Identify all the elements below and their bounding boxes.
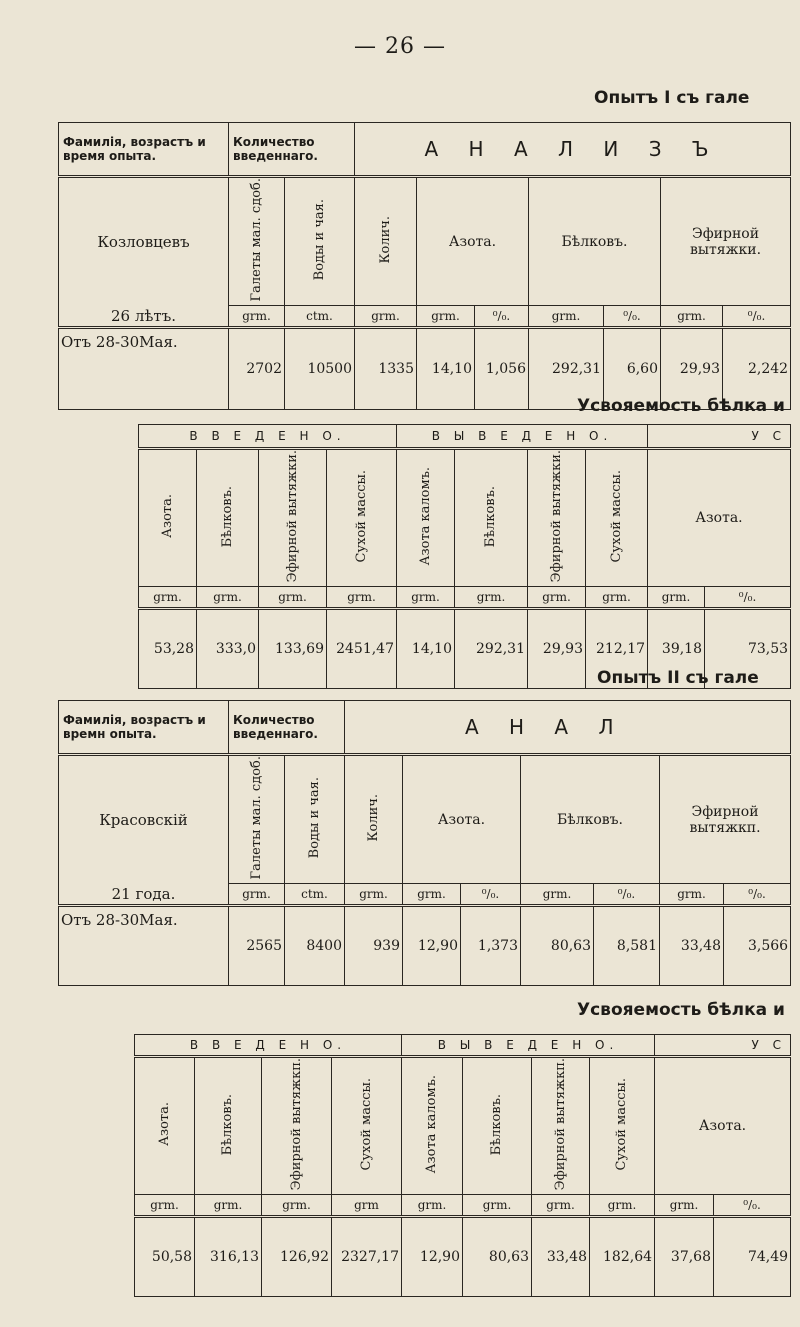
header-subject: Фамилія, возрастъ и времн опыта. <box>59 701 229 755</box>
subject-name: Красовскій <box>59 755 229 884</box>
unit: grm. <box>139 587 197 609</box>
unit: grm <box>332 1195 402 1217</box>
header-vvedeno: В В Е Д Е Н О. <box>135 1035 402 1057</box>
value-cell: 939 <box>345 906 403 986</box>
unit: grm. <box>402 1195 463 1217</box>
value-cell: 212,17 <box>586 609 648 689</box>
col-vody-label: Воды и чая. <box>306 777 322 859</box>
unit: grm. <box>135 1195 195 1217</box>
value-cell: 2,242 <box>723 328 791 410</box>
col-vody <box>285 177 355 306</box>
col-efir: Эфирной вытяжкп. <box>552 1058 568 1191</box>
col-belkov: Бѣлковъ. <box>521 755 660 884</box>
value-cell: 1335 <box>355 328 417 410</box>
col-galety-label: Галеты мал. сдоб. <box>248 756 264 880</box>
unit: grm. <box>532 1195 590 1217</box>
header-vyvedeno: В Ы В Е Д Е Н О. <box>402 1035 655 1057</box>
header-quantity: Количество введеннаго. <box>229 123 355 177</box>
experiment-2-assimilation-table <box>134 1034 791 1297</box>
value-cell: 1,056 <box>475 328 529 410</box>
value-cell: 29,93 <box>661 328 723 410</box>
value-cell: 133,69 <box>259 609 327 689</box>
experiment-1-assimilation-title: Усвояемость бѣлка и <box>577 396 785 416</box>
header-us: У С <box>655 1035 791 1057</box>
value-cell: 80,63 <box>463 1217 532 1297</box>
col-belkov: Бѣлковъ. <box>483 485 499 547</box>
value-cell: 1,373 <box>461 906 521 986</box>
unit: grm. <box>327 587 397 609</box>
value-cell: 2702 <box>229 328 285 410</box>
unit: ⁰/₀. <box>714 1195 791 1217</box>
value-cell: 53,28 <box>139 609 197 689</box>
unit: grm. <box>197 587 259 609</box>
experiment-1-assimilation-table <box>138 424 791 689</box>
col-kolich-label: Колич. <box>377 215 393 264</box>
unit: grm. <box>590 1195 655 1217</box>
value-cell: 12,90 <box>402 1217 463 1297</box>
value-cell: 182,64 <box>590 1217 655 1297</box>
unit: grm. <box>417 306 475 328</box>
value-cell: 33,48 <box>660 906 724 986</box>
value-cell: 2565 <box>229 906 285 986</box>
col-kolich-label: Колич. <box>365 793 381 842</box>
value-cell: 80,63 <box>521 906 594 986</box>
unit: grm. <box>455 587 528 609</box>
col-belkov: Бѣлковъ. <box>219 485 235 547</box>
col-efir: Эфирной вытяжки. <box>548 450 564 583</box>
subject-age: 26 лѣтъ. <box>59 306 229 328</box>
value-cell: 14,10 <box>417 328 475 410</box>
unit: ⁰/₀. <box>475 306 529 328</box>
page-number: — 26 — <box>354 34 446 59</box>
unit: grm. <box>355 306 417 328</box>
value-cell: 14,10 <box>397 609 455 689</box>
header-analysis: А Н А Л И З Ъ <box>355 123 791 177</box>
unit: grm. <box>397 587 455 609</box>
value-cell: 37,68 <box>655 1217 714 1297</box>
unit: grm. <box>262 1195 332 1217</box>
unit: grm. <box>586 587 648 609</box>
value-cell: 8,581 <box>594 906 660 986</box>
col-azota-kal: Азота каломъ. <box>424 1075 440 1174</box>
unit: ⁰/₀. <box>705 587 791 609</box>
col-sukh: Сухой массы. <box>358 1077 374 1171</box>
col-vody-label: Воды и чая. <box>311 199 327 281</box>
experiment-1-analysis-table <box>58 122 791 410</box>
experiment-1-title: Опытъ I съ гале <box>594 88 750 108</box>
unit: grm. <box>660 884 724 906</box>
value-cell: 39,18 <box>648 609 705 689</box>
value-cell: 126,92 <box>262 1217 332 1297</box>
col-azota-us: Азота. <box>648 449 791 587</box>
col-azota-us: Азота. <box>655 1057 791 1195</box>
unit: ⁰/₀. <box>604 306 661 328</box>
experiment-2-assimilation-title: Усвояемость бѣлка и <box>577 1000 785 1020</box>
unit: grm. <box>229 884 285 906</box>
col-kolich <box>355 177 417 306</box>
unit: ⁰/₀. <box>723 306 791 328</box>
experiment-2-title: Опытъ II съ гале <box>597 668 759 688</box>
value-cell: 292,31 <box>529 328 604 410</box>
unit: ctm. <box>285 306 355 328</box>
col-efir: Эфирной вытяжки. <box>661 177 791 306</box>
subject-period: Отъ 28-30Мая. <box>59 906 229 986</box>
value-cell: 29,93 <box>528 609 586 689</box>
unit: grm. <box>463 1195 532 1217</box>
value-cell: 8400 <box>285 906 345 986</box>
subject-name: Козловцевъ <box>59 177 229 306</box>
col-efir: Эфирной вытяжкп. <box>288 1058 304 1191</box>
value-cell: 333,0 <box>197 609 259 689</box>
unit: ctm. <box>285 884 345 906</box>
col-galety-label: Галеты мал. сдоб. <box>248 178 264 302</box>
value-cell: 33,48 <box>532 1217 590 1297</box>
col-galety <box>229 755 285 884</box>
experiment-2-analysis-table <box>58 700 791 986</box>
unit: grm. <box>403 884 461 906</box>
col-azota: Азота. <box>417 177 529 306</box>
value-cell: 316,13 <box>195 1217 262 1297</box>
unit: grm. <box>648 587 705 609</box>
header-quantity: Количество введеннаго. <box>229 701 345 755</box>
col-kolich <box>345 755 403 884</box>
col-azota-kal: Азота каломъ. <box>417 467 433 566</box>
unit: grm. <box>259 587 327 609</box>
value-cell: 50,58 <box>135 1217 195 1297</box>
unit: grm. <box>529 306 604 328</box>
header-us: У С <box>648 425 791 449</box>
value-cell: 6,60 <box>604 328 661 410</box>
value-cell: 3,566 <box>724 906 791 986</box>
unit: ⁰/₀. <box>461 884 521 906</box>
col-azota: Азота. <box>156 1102 172 1147</box>
unit: grm. <box>521 884 594 906</box>
col-azota: Азота. <box>403 755 521 884</box>
header-subject: Фамилія, возрастъ и время опыта. <box>59 123 229 177</box>
value-cell: 2327,17 <box>332 1217 402 1297</box>
unit: grm. <box>528 587 586 609</box>
col-efir: Эфирной вытяжки. <box>284 450 300 583</box>
subject-period: Отъ 28-30Мая. <box>59 328 229 410</box>
col-efir: Эфирной вытяжкп. <box>660 755 791 884</box>
unit: grm. <box>195 1195 262 1217</box>
unit: grm. <box>345 884 403 906</box>
header-vvedeno: В В Е Д Е Н О. <box>139 425 397 449</box>
col-belkov: Бѣлковъ. <box>220 1093 236 1155</box>
value-cell: 292,31 <box>455 609 528 689</box>
header-vyvedeno: В Ы В Е Д Е Н О. <box>397 425 648 449</box>
col-belkov: Бѣлковъ. <box>529 177 661 306</box>
unit: grm. <box>655 1195 714 1217</box>
value-cell: 10500 <box>285 328 355 410</box>
subject-age: 21 года. <box>59 884 229 906</box>
unit: grm. <box>229 306 285 328</box>
header-analysis: А Н А Л <box>345 701 791 755</box>
unit: ⁰/₀. <box>594 884 660 906</box>
value-cell: 73,53 <box>705 609 791 689</box>
value-cell: 2451,47 <box>327 609 397 689</box>
value-cell: 12,90 <box>403 906 461 986</box>
unit: ⁰/₀. <box>724 884 791 906</box>
col-azota: Азота. <box>159 494 175 539</box>
col-sukh: Сухой массы. <box>608 469 624 563</box>
col-galety <box>229 177 285 306</box>
unit: grm. <box>661 306 723 328</box>
col-sukh: Сухой массы. <box>353 469 369 563</box>
col-belkov: Бѣлковъ. <box>489 1093 505 1155</box>
col-sukh: Сухой массы. <box>614 1077 630 1171</box>
value-cell: 74,49 <box>714 1217 791 1297</box>
col-vody <box>285 755 345 884</box>
